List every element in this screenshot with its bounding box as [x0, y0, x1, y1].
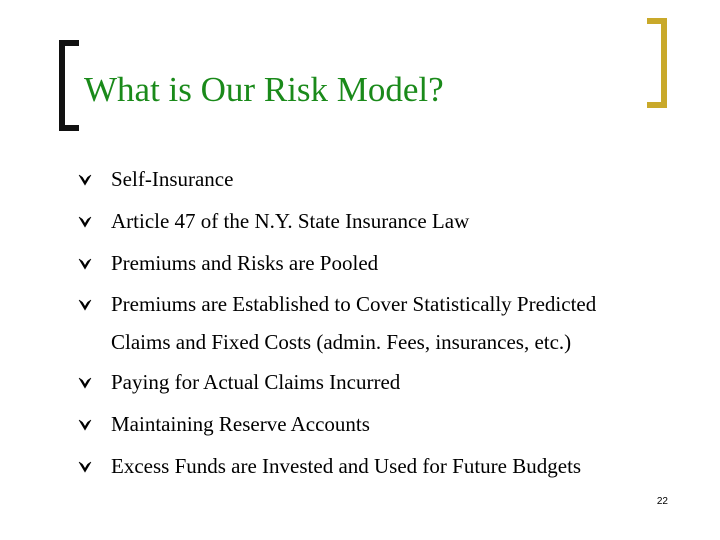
diamond-arrow-bullet-icon	[78, 460, 92, 474]
list-item-continuation: Claims and Fixed Costs (admin. Fees, insurances, etc.)	[111, 330, 572, 354]
slide-title: What is Our Risk Model?	[84, 70, 444, 109]
diamond-arrow-bullet-icon	[78, 418, 92, 432]
list-item: Article 47 of the N.Y. State Insurance Law	[111, 209, 470, 233]
diamond-arrow-bullet-icon	[78, 376, 92, 390]
list-item: Premiums are Established to Cover Statistically Predicted	[111, 292, 597, 316]
list-item: Premiums and Risks are Pooled	[111, 251, 379, 275]
left-bracket-decoration	[59, 40, 79, 131]
diamond-arrow-bullet-icon	[78, 215, 92, 229]
list-item: Paying for Actual Claims Incurred	[111, 370, 401, 394]
diamond-arrow-bullet-icon	[78, 298, 92, 312]
list-item: Self-Insurance	[111, 167, 234, 191]
list-item: Excess Funds are Invested and Used for Future Budgets	[111, 454, 582, 478]
diamond-arrow-bullet-icon	[78, 257, 92, 271]
diamond-arrow-bullet-icon	[78, 173, 92, 187]
right-bracket-decoration	[647, 18, 667, 108]
list-item: Maintaining Reserve Accounts	[111, 412, 370, 436]
page-number: 22	[656, 496, 668, 507]
